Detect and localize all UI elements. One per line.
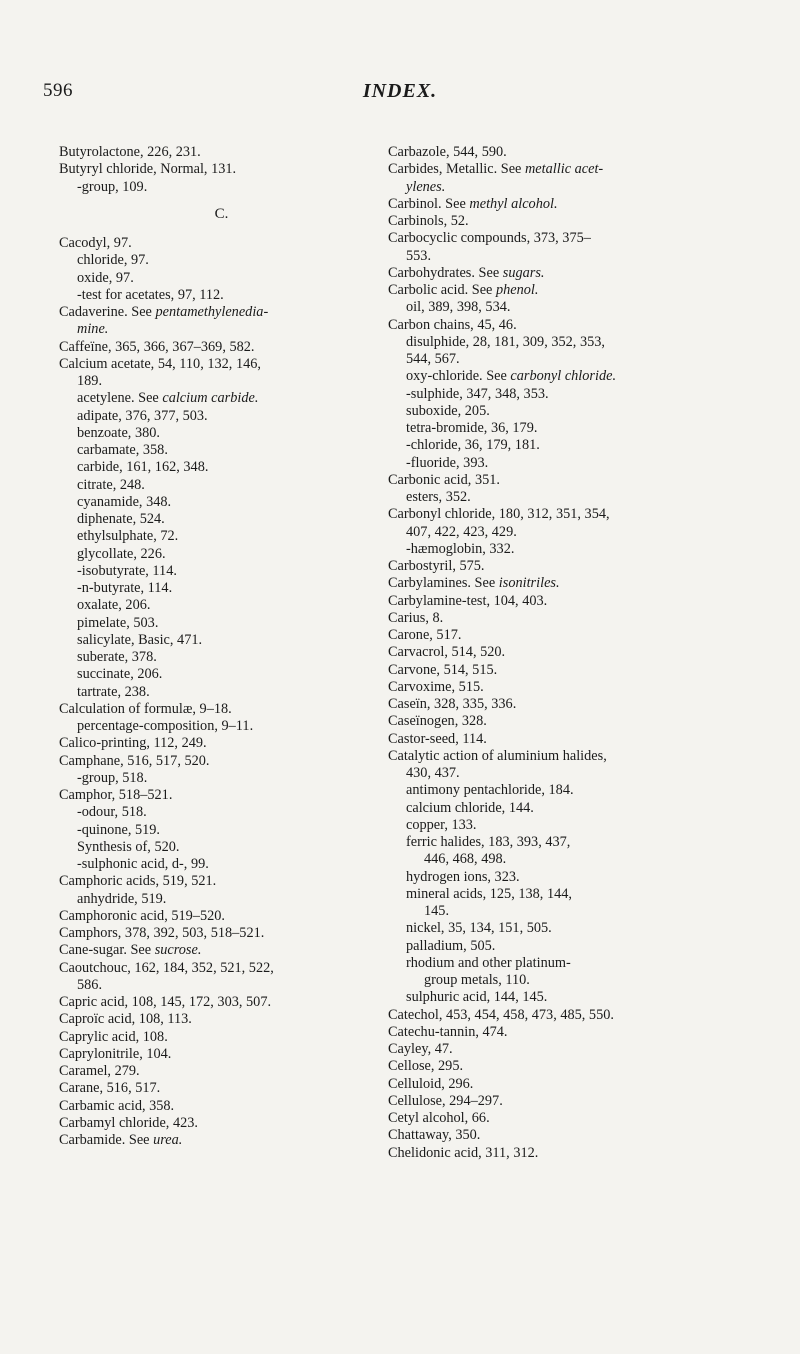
index-entry-text: diphenate, 524. <box>77 511 165 527</box>
index-cross-reference: ylenes. <box>406 178 446 195</box>
index-column-left <box>59 144 384 1149</box>
index-cross-reference: sugars. <box>502 264 545 281</box>
index-entry-text: Calico-printing, 112, 249. <box>59 735 207 752</box>
index-entry-text: 544, 567. <box>406 351 460 367</box>
index-entry <box>59 1132 384 1149</box>
index-entry-text: 430, 437. <box>406 765 460 781</box>
index-entry <box>388 696 760 713</box>
index-entry-text: Carvacrol, 514, 520. <box>388 644 506 661</box>
index-entry <box>388 662 760 679</box>
index-entry-text: -n-butyrate, 114. <box>77 580 173 596</box>
index-entry-text: suberate, 378. <box>77 649 157 665</box>
index-entry-text: Cayley, 47. <box>388 1041 453 1057</box>
index-entry <box>59 304 384 321</box>
index-entry-text: Carbamide. See <box>59 1132 154 1148</box>
index-entry <box>59 649 384 666</box>
index-entry-text: suboxide, 205. <box>406 402 490 419</box>
index-entry <box>388 800 760 817</box>
index-entry <box>388 403 760 420</box>
index-entry-text: anhydride, 519. <box>77 890 167 907</box>
index-entry <box>59 770 384 787</box>
page-number: 596 <box>43 80 73 101</box>
index-entry <box>59 718 384 735</box>
index-entry <box>388 834 760 851</box>
index-entry <box>388 248 760 265</box>
index-entry-text: -odour, 518. <box>77 804 147 821</box>
index-entry <box>59 546 384 563</box>
index-entry <box>388 230 760 247</box>
index-entry-text: Camphoric acids, 519, 521. <box>59 873 217 890</box>
index-entry-text: Butyrolactone, 226, 231. <box>59 144 201 160</box>
index-entry <box>59 891 384 908</box>
index-cross-reference: isonitriles. <box>498 575 560 592</box>
index-entry-text: carbide, 161, 162, 348. <box>77 459 209 476</box>
index-entry-text: sulphuric acid, 144, 145. <box>406 989 548 1006</box>
index-entry-text: Cacodyl, 97. <box>59 235 132 251</box>
index-entry <box>59 580 384 597</box>
index-entry-text: salicylate, Basic, 471. <box>77 631 203 648</box>
index-entry-text: copper, 133. <box>406 816 477 833</box>
index-entry-text: Carvoxime, 515. <box>388 678 484 695</box>
index-entry-text: Carbonyl chloride, 180, 312, 351, 354, <box>388 506 610 523</box>
index-entry-text: Cellulose, 294–297. <box>388 1092 503 1109</box>
index-entry <box>388 1041 760 1058</box>
index-entry-text: Celluloid, 296. <box>388 1075 474 1092</box>
index-entry-text: Carbinols, 52. <box>388 213 469 229</box>
index-entry <box>388 558 760 575</box>
index-entry-text: C. <box>214 205 229 222</box>
index-entry-text: oil, 389, 398, 534. <box>406 299 511 316</box>
index-entry-text: Catechol, 453, 454, 458, 473, 485, 550. <box>388 1006 614 1023</box>
index-entry <box>388 1093 760 1110</box>
index-entry-text: 553. <box>406 247 432 264</box>
index-entry-text: oxide, 97. <box>77 269 134 286</box>
index-entry <box>59 1046 384 1063</box>
index-entry-text: -hæmoglobin, 332. <box>406 540 515 557</box>
index-entry <box>388 851 760 868</box>
index-entry-text: carbamate, 358. <box>77 442 168 458</box>
index-entry <box>388 972 760 989</box>
index-entry-text: Chelidonic acid, 311, 312. <box>388 1144 539 1161</box>
index-entry <box>59 252 384 269</box>
index-entry <box>388 920 760 937</box>
index-entry <box>59 270 384 287</box>
index-entry <box>59 873 384 890</box>
index-entry <box>388 765 760 782</box>
index-entry <box>59 179 384 196</box>
index-entry <box>388 420 760 437</box>
index-entry <box>388 541 760 558</box>
index-entry <box>59 144 384 161</box>
index-entry <box>59 804 384 821</box>
index-entry <box>59 459 384 476</box>
index-entry <box>388 955 760 972</box>
index-entry <box>59 1115 384 1132</box>
index-entry <box>388 472 760 489</box>
index-cross-reference: methyl alcohol. <box>469 195 558 212</box>
index-entry-text: succinate, 206. <box>77 666 163 683</box>
index-entry-text: adipate, 376, 377, 503. <box>77 407 208 424</box>
index-entry <box>388 1024 760 1041</box>
index-cross-reference: mine. <box>77 321 109 338</box>
index-entry <box>59 994 384 1011</box>
index-entry-text: Camphors, 378, 392, 503, 518–521. <box>59 925 265 941</box>
index-entry-text: Carbamic acid, 358. <box>59 1097 175 1114</box>
index-entry-text: Carbylamines. See <box>388 575 499 592</box>
index-entry-text: Carbon chains, 45, 46. <box>388 316 517 333</box>
index-entry <box>59 735 384 752</box>
index-entry <box>59 356 384 373</box>
index-cross-reference: phenol. <box>495 282 539 298</box>
index-entry <box>59 408 384 425</box>
index-entry-text: 189. <box>77 373 103 389</box>
index-entry <box>388 782 760 799</box>
index-cross-reference: calcium carbide. <box>162 390 259 407</box>
index-entry <box>388 144 760 161</box>
index-entry <box>388 644 760 661</box>
index-entry-text: Cane-sugar. See <box>59 942 155 959</box>
index-entry <box>388 713 760 730</box>
index-entry <box>59 235 384 252</box>
index-entry <box>388 1058 760 1075</box>
index-entry-text: Catalytic action of aluminium halides, <box>388 747 607 764</box>
index-entry-text: 145. <box>424 903 450 919</box>
index-entry-text: acetylene. See <box>77 390 163 407</box>
index-entry-text: Camphor, 518–521. <box>59 787 173 803</box>
index-entry-text: Carius, 8. <box>388 609 444 626</box>
index-entry-text: Carbides, Metallic. See <box>388 161 525 178</box>
index-entry <box>388 368 760 385</box>
index-entry-text: oxalate, 206. <box>77 597 151 614</box>
index-entry <box>388 938 760 955</box>
index-entry-text: Calcium acetate, 54, 110, 132, 146, <box>59 355 261 372</box>
index-entry <box>388 351 760 368</box>
index-entry <box>59 1063 384 1080</box>
index-entry <box>59 390 384 407</box>
index-entry <box>59 477 384 494</box>
index-entry <box>59 1029 384 1046</box>
index-entry-text: percentage-composition, 9–11. <box>77 718 254 734</box>
index-entry-text: Chattaway, 350. <box>388 1127 481 1144</box>
index-entry <box>59 960 384 977</box>
index-entry-text: Carvone, 514, 515. <box>388 661 498 678</box>
index-entry-text: Carbonic acid, 351. <box>388 471 500 488</box>
index-entry <box>59 494 384 511</box>
index-entry <box>388 679 760 696</box>
index-entry-text: Camphoronic acid, 519–520. <box>59 907 225 924</box>
index-entry-text: Caseïn, 328, 335, 336. <box>388 696 517 712</box>
index-entry <box>59 1011 384 1028</box>
index-entry-text: Caprylonitrile, 104. <box>59 1045 172 1062</box>
index-entry-text: benzoate, 380. <box>77 424 160 441</box>
index-entry <box>59 321 384 338</box>
index-entry <box>59 563 384 580</box>
index-entry <box>388 989 760 1006</box>
index-entry <box>388 317 760 334</box>
index-entry <box>59 753 384 770</box>
index-entry-text: Cadaverine. See <box>59 304 156 320</box>
index-entry-text: oxy-chloride. See <box>406 368 511 385</box>
index-entry-text: tartrate, 238. <box>77 683 150 700</box>
index-entry <box>388 386 760 403</box>
index-entry-text: Carbocyclic compounds, 373, 375– <box>388 230 591 247</box>
index-entry-text: Caproïc acid, 108, 113. <box>59 1011 192 1028</box>
index-entry-text: Caoutchouc, 162, 184, 352, 521, 522, <box>59 959 274 976</box>
index-entry-text: pimelate, 503. <box>77 614 159 631</box>
index-entry-text: Caffeïne, 365, 366, 367–369, 582. <box>59 338 255 355</box>
index-entry-text: -group, 109. <box>77 178 148 195</box>
index-entry <box>388 1145 760 1162</box>
index-entry <box>59 528 384 545</box>
index-entry-text: palladium, 505. <box>406 937 496 954</box>
index-entry <box>59 425 384 442</box>
index-entry <box>388 1076 760 1093</box>
index-entry-text: rhodium and other platinum- <box>406 954 571 971</box>
index-cross-reference: carbonyl chloride. <box>510 368 617 385</box>
index-entry <box>388 213 760 230</box>
index-entry <box>388 1127 760 1144</box>
index-entry-text: Carbostyril, 575. <box>388 558 485 574</box>
index-entry-text: Calculation of formulæ, 9–18. <box>59 700 232 717</box>
index-entry <box>388 437 760 454</box>
index-entry <box>388 489 760 506</box>
index-entry-text: Caseïnogen, 328. <box>388 713 487 730</box>
index-entry-text: Carbylamine-test, 104, 403. <box>388 592 548 609</box>
index-entry <box>59 822 384 839</box>
index-entry-text: -group, 518. <box>77 769 148 786</box>
index-entry <box>388 455 760 472</box>
index-entry <box>388 265 760 282</box>
index-entry-text: -fluoride, 393. <box>406 454 489 471</box>
index-entry <box>59 442 384 459</box>
index-entry <box>388 593 760 610</box>
index-entry-text: Butyryl chloride, Normal, 131. <box>59 161 237 178</box>
index-entry-text: -chloride, 36, 179, 181. <box>406 437 540 454</box>
index-entry <box>59 287 384 304</box>
index-entry-text: cyanamide, 348. <box>77 493 172 510</box>
index-entry-text: ferric halides, 183, 393, 437, <box>406 834 571 850</box>
index-entry <box>388 161 760 178</box>
index-entry-text: 586. <box>77 976 103 993</box>
index-entry-text: hydrogen ions, 323. <box>406 868 520 885</box>
index-entry <box>59 701 384 718</box>
index-entry-text: Carone, 517. <box>388 627 462 643</box>
index-entry <box>59 1080 384 1097</box>
index-entry <box>388 627 760 644</box>
index-entry-text: Cetyl alcohol, 66. <box>388 1110 490 1126</box>
index-entry-text: nickel, 35, 134, 151, 505. <box>406 920 552 937</box>
index-entry-text: 407, 422, 423, 429. <box>406 523 517 540</box>
index-entry-text: chloride, 97. <box>77 252 149 269</box>
index-entry-text: tetra-bromide, 36, 179. <box>406 420 538 436</box>
index-entry-text: Carbohydrates. See <box>388 264 503 281</box>
index-entry-text: Cellose, 295. <box>388 1058 464 1075</box>
index-entry <box>388 869 760 886</box>
index-entry-text: Carbazole, 544, 590. <box>388 144 507 160</box>
index-cross-reference: pentamethylenedia- <box>155 304 269 320</box>
index-entry-text: citrate, 248. <box>77 476 145 493</box>
index-entry <box>59 615 384 632</box>
index-entry <box>59 684 384 701</box>
index-entry-text: Carane, 516, 517. <box>59 1080 161 1097</box>
index-entry <box>59 908 384 925</box>
index-entry <box>388 903 760 920</box>
index-entry-text: Carbinol. See <box>388 195 470 212</box>
index-entry-text: antimony pentachloride, 184. <box>406 782 574 799</box>
index-entry-text: -sulphonic acid, d-, 99. <box>77 856 209 872</box>
index-column-right <box>388 144 760 1162</box>
index-entry-text: Catechu-tannin, 474. <box>388 1023 508 1040</box>
index-entry <box>388 506 760 523</box>
index-entry <box>59 787 384 804</box>
index-entry <box>59 597 384 614</box>
index-entry-text: mineral acids, 125, 138, 144, <box>406 885 572 902</box>
index-entry-text: ethylsulphate, 72. <box>77 528 179 545</box>
index-entry-text: Synthesis of, 520. <box>77 838 180 855</box>
index-entry-text: disulphide, 28, 181, 309, 352, 353, <box>406 333 605 350</box>
running-head: INDEX. <box>362 80 438 102</box>
index-cross-reference: metallic acet- <box>524 161 604 178</box>
index-entry-text: Capric acid, 108, 145, 172, 303, 507. <box>59 994 272 1010</box>
index-entry <box>388 179 760 196</box>
index-entry <box>59 925 384 942</box>
index-entry-text: Carbolic acid. See <box>388 282 496 298</box>
index-entry <box>388 748 760 765</box>
index-entry-text: -quinone, 519. <box>77 821 160 838</box>
index-entry <box>59 339 384 356</box>
index-entry <box>59 666 384 683</box>
index-entry <box>59 977 384 994</box>
index-entry <box>388 282 760 299</box>
index-entry <box>388 610 760 627</box>
index-entry-text: Camphane, 516, 517, 520. <box>59 752 210 769</box>
index-entry <box>388 524 760 541</box>
index-entry <box>388 731 760 748</box>
index-entry-text: group metals, 110. <box>424 972 530 988</box>
index-entry <box>59 942 384 959</box>
index-entry-text: -isobutyrate, 114. <box>77 562 177 579</box>
index-entry <box>59 373 384 390</box>
index-entry <box>59 839 384 856</box>
index-entry <box>388 886 760 903</box>
index-entry <box>388 334 760 351</box>
index-entry <box>59 1098 384 1115</box>
index-entry <box>59 856 384 873</box>
index-entry-text: esters, 352. <box>406 489 471 505</box>
index-entry <box>59 632 384 649</box>
index-entry <box>388 575 760 592</box>
index-cross-reference: urea. <box>153 1132 183 1148</box>
index-entry <box>388 1007 760 1024</box>
index-letter-heading <box>59 196 384 235</box>
index-entry-text: -test for acetates, 97, 112. <box>77 286 224 303</box>
index-entry-text: Castor-seed, 114. <box>388 730 487 747</box>
index-entry <box>388 1110 760 1127</box>
index-entry <box>59 511 384 528</box>
index-entry <box>59 161 384 178</box>
index-entry-text: Caramel, 279. <box>59 1063 140 1079</box>
index-entry-text: Caprylic acid, 108. <box>59 1028 168 1045</box>
index-cross-reference: sucrose. <box>154 942 202 959</box>
index-entry-text: glycollate, 226. <box>77 545 166 562</box>
index-entry-text: -sulphide, 347, 348, 353. <box>406 385 549 402</box>
index-entry <box>388 817 760 834</box>
index-entry-text: 446, 468, 498. <box>424 851 507 868</box>
index-entry-text: calcium chloride, 144. <box>406 799 534 816</box>
index-entry <box>388 299 760 316</box>
index-entry-text: Carbamyl chloride, 423. <box>59 1114 198 1131</box>
index-entry <box>388 196 760 213</box>
